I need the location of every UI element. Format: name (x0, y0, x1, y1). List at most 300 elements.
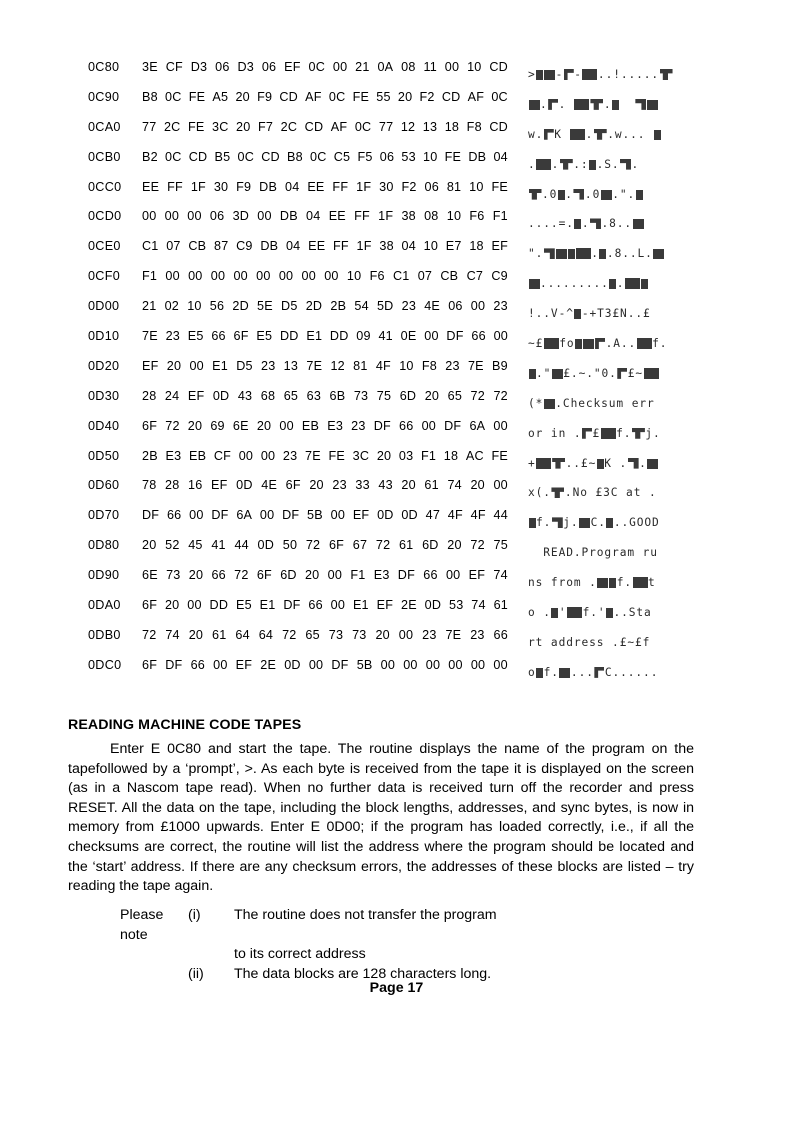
hex-byte: C7 (466, 269, 484, 284)
hex-dump-listing (88, 60, 508, 688)
hex-byte: 20 (142, 538, 157, 553)
hex-byte-group (134, 568, 508, 582)
hex-byte: 06 (215, 60, 230, 74)
hex-byte: D3 (190, 60, 208, 74)
hex-byte: 00 (421, 418, 437, 433)
hex-byte: EF (284, 60, 301, 74)
hex-byte: 75 (493, 538, 508, 553)
hex-byte: EF (352, 508, 370, 523)
scan-artifact-glyph (536, 70, 543, 80)
scan-artifact-glyph (574, 219, 581, 229)
hex-byte: 24 (164, 388, 180, 403)
hex-byte: 18 (443, 448, 459, 463)
scan-artifact-glyph (582, 428, 592, 439)
hex-address: 0CA0 (88, 119, 121, 134)
page-number: Page 17 (369, 980, 424, 996)
hex-byte: 00 (279, 418, 294, 433)
hex-byte: 81 (446, 179, 462, 194)
scan-artifact-glyph (529, 369, 536, 379)
hex-byte: E1 (306, 329, 323, 344)
hex-byte: 65 (447, 388, 463, 403)
scan-artifact-glyph (594, 667, 604, 678)
hex-byte: EF (468, 568, 486, 583)
hex-byte: 06 (448, 299, 463, 314)
hex-byte: 16 (188, 478, 203, 493)
hex-byte: 66 (211, 329, 226, 344)
hex-byte: 66 (493, 627, 508, 642)
hex-byte: 00 (330, 508, 346, 523)
hex-byte: 0C (310, 149, 327, 164)
hex-byte: 00 (327, 568, 343, 583)
ascii-row: ......... . (528, 269, 700, 299)
hex-dump-row (88, 538, 508, 568)
ascii-row: rt address .£~£f (528, 635, 651, 649)
hex-byte: C5 (333, 149, 351, 164)
hex-byte: 23 (401, 299, 417, 314)
hex-byte: F1 (350, 568, 366, 583)
hex-byte-group (134, 389, 508, 403)
scan-artifact-glyph (654, 130, 661, 140)
hex-byte: 72 (470, 538, 485, 553)
scan-artifact-glyph (568, 249, 575, 259)
hex-byte: 0C (165, 149, 182, 164)
hex-byte: 0C (237, 149, 255, 164)
note-continuation: to its correct address (234, 946, 366, 963)
hex-byte: EF (491, 239, 508, 254)
hex-byte: 10 (469, 179, 484, 194)
scan-artifact-glyph (544, 248, 555, 259)
hex-byte: 00 (424, 329, 439, 344)
hex-byte: 6A (236, 508, 253, 523)
hex-byte: F6 (369, 269, 385, 284)
hex-byte: F5 (357, 149, 373, 164)
scan-artifact-glyph (544, 129, 554, 140)
ascii-row: ....=. . .8.. (528, 209, 700, 239)
scan-artifact-glyph (548, 99, 558, 110)
hex-byte: C1 (392, 269, 410, 284)
hex-byte: 66 (190, 657, 205, 672)
hex-byte: 6F (142, 418, 158, 433)
hex-byte: 0D (401, 508, 418, 523)
hex-byte: 0D (236, 478, 253, 493)
hex-byte: 13 (422, 119, 438, 134)
hex-dump-row (88, 449, 508, 479)
hex-byte: FF (167, 179, 183, 194)
hex-address: 0D20 (88, 358, 120, 373)
hex-byte: 00 (165, 269, 180, 284)
hex-byte: 66 (166, 508, 182, 523)
scan-artifact-glyph (556, 249, 567, 259)
ascii-row: !..V-^ -+T3£N..£ (528, 307, 651, 321)
hex-byte-group (134, 598, 508, 612)
ascii-row: o . ' f.' ..Sta (528, 606, 652, 620)
scan-artifact-glyph (551, 487, 564, 498)
hex-byte: 44 (493, 508, 508, 523)
scan-artifact-glyph (552, 458, 565, 469)
hex-byte: 74 (471, 598, 486, 613)
hex-byte: 6F (233, 329, 249, 344)
hex-byte: 0C (491, 89, 508, 104)
hex-byte: CD (441, 89, 461, 104)
scan-artifact-glyph (606, 518, 613, 528)
hex-byte: CD (261, 149, 280, 164)
hex-byte: 00 (257, 209, 272, 224)
hex-byte: 00 (445, 568, 461, 583)
hex-byte: 50 (282, 538, 298, 553)
hex-byte: 56 (209, 299, 225, 314)
hex-byte-group (134, 628, 508, 642)
hex-byte: 13 (283, 358, 299, 373)
hex-byte: FE (328, 448, 345, 463)
hex-byte: 81 (353, 358, 368, 373)
hex-byte: 6D (280, 568, 297, 583)
hex-byte: 68 (260, 388, 276, 403)
scan-artifact-glyph (583, 339, 594, 349)
scan-artifact-glyph (552, 517, 563, 528)
hex-byte: 64 (235, 627, 250, 642)
hex-address: 0D80 (88, 538, 120, 553)
scan-artifact-glyph (559, 668, 570, 678)
scan-artifact-glyph (617, 368, 627, 379)
hex-byte: B2 (142, 149, 158, 164)
hex-byte: 6D (399, 388, 417, 403)
hex-byte: F1 (142, 269, 158, 284)
hex-byte: DF (165, 657, 183, 672)
hex-byte: 20 (376, 448, 392, 463)
hex-byte: 3C (352, 448, 370, 463)
hex-address: 0CC0 (88, 179, 122, 194)
hex-byte: 5D (376, 299, 394, 314)
note-number: (i) (188, 907, 201, 923)
hex-byte: 00 (189, 508, 204, 523)
hex-byte: 2C (280, 119, 298, 134)
hex-byte: DF (373, 418, 391, 433)
scan-artifact-glyph (573, 189, 584, 200)
hex-byte: B8 (142, 89, 158, 104)
hex-byte: 0A (377, 60, 394, 74)
hex-address: 0D10 (88, 329, 120, 344)
hex-byte: 20 (188, 568, 204, 583)
hex-byte: 20 (397, 89, 413, 104)
hex-byte: 72 (165, 418, 180, 433)
hex-byte: 00 (256, 269, 271, 284)
hex-byte-group (134, 419, 508, 433)
hex-byte: 20 (164, 598, 180, 613)
ascii-row: f. j. C. ..GOOD (528, 508, 700, 538)
scan-artifact-glyph (636, 190, 643, 200)
scan-artifact-glyph (529, 100, 540, 110)
hex-byte: AF (330, 119, 348, 134)
hex-byte: DB (260, 239, 279, 254)
hex-byte: 4E (261, 478, 278, 493)
hex-byte: 0D (257, 538, 275, 553)
hex-byte: 61 (493, 598, 508, 613)
hex-byte: 00 (188, 269, 203, 284)
hex-byte: 73 (328, 627, 344, 642)
hex-byte: 06 (379, 149, 395, 164)
hex-byte: AC (465, 448, 484, 463)
hex-byte: FF (333, 239, 349, 254)
hex-byte: 00 (493, 329, 508, 344)
scan-artifact-glyph (564, 69, 574, 80)
scan-artifact-glyph (632, 428, 645, 439)
hex-byte: 20 (309, 478, 324, 493)
hex-byte: 53 (449, 598, 464, 613)
hex-byte: 08 (424, 209, 439, 224)
hex-dump-row (88, 628, 508, 658)
hex-byte: 21 (355, 60, 370, 74)
hex-byte: 54 (354, 299, 369, 314)
hex-byte: EF (235, 657, 253, 672)
hex-byte: 75 (376, 388, 392, 403)
scan-artifact-glyph (599, 249, 606, 259)
hex-dump-row (88, 329, 508, 359)
hex-byte: 2E (400, 598, 417, 613)
hex-byte: 78 (142, 478, 157, 493)
hex-byte: 00 (332, 60, 348, 74)
scan-artifact-glyph (625, 278, 640, 289)
hex-byte: 0D (377, 508, 394, 523)
hex-byte: 66 (308, 598, 323, 613)
scan-artifact-glyph (544, 70, 555, 80)
hex-byte: DD (209, 598, 229, 613)
hex-byte: 10 (187, 299, 202, 314)
hex-byte: 04 (493, 149, 508, 164)
hex-byte: 20 (236, 119, 251, 134)
hex-byte: 00 (493, 657, 508, 672)
note-number: (ii) (188, 965, 204, 982)
hex-byte: E1 (212, 358, 228, 373)
hex-byte: FE (491, 448, 508, 463)
hex-byte: 5E (257, 299, 273, 314)
hex-byte: F1 (421, 448, 437, 463)
scan-artifact-glyph (536, 159, 551, 170)
hex-byte-group (134, 449, 508, 463)
hex-byte-group (134, 150, 508, 164)
scan-artifact-glyph (551, 608, 558, 618)
hex-byte: 5B (356, 657, 373, 672)
hex-byte: 20 (424, 388, 440, 403)
scan-artifact-glyph (589, 160, 596, 170)
hex-byte: E3 (165, 448, 182, 463)
scan-artifact-glyph (575, 339, 582, 349)
hex-byte: 1F (190, 179, 206, 194)
hex-dump-row (88, 120, 508, 150)
hex-byte: CD (489, 60, 508, 74)
hex-byte: 38 (379, 239, 394, 254)
hex-byte: 66 (471, 329, 486, 344)
hex-dump-row (88, 60, 508, 90)
scan-artifact-glyph (558, 190, 565, 200)
hex-byte: EF (376, 598, 394, 613)
hex-byte: DF (331, 657, 349, 672)
ascii-row: x(. .No £3C at . (528, 486, 657, 500)
hex-byte: 00 (470, 299, 486, 314)
hex-byte: 20 (235, 89, 250, 104)
hex-address: 0D60 (88, 478, 120, 493)
note-row (68, 906, 694, 945)
hex-byte: 6A (469, 418, 486, 433)
hex-byte: F9 (236, 179, 252, 194)
hex-byte: DF (444, 418, 462, 433)
hex-byte: CF (165, 60, 183, 74)
please-note-block (68, 906, 694, 984)
hex-byte: 2B (142, 448, 158, 463)
hex-byte: 00 (324, 269, 339, 284)
ascii-row: (* .Checksum err (528, 396, 655, 410)
hex-byte: 00 (164, 209, 180, 224)
hex-byte: 23 (445, 358, 460, 373)
scan-artifact-glyph (570, 129, 585, 140)
ascii-row: or in . £ f. j. (528, 426, 661, 440)
hex-byte: 06 (424, 179, 439, 194)
hex-byte: 66 (211, 568, 226, 583)
hex-byte: 20 (304, 568, 320, 583)
hex-byte: 73 (352, 627, 367, 642)
ascii-row: ns from . f. t (528, 576, 656, 590)
hex-byte-group (134, 329, 508, 343)
hex-byte-group (134, 90, 508, 104)
hex-byte: EF (142, 358, 159, 373)
hex-byte: 20 (166, 358, 182, 373)
scan-artifact-glyph (609, 578, 616, 588)
hex-byte: 23 (493, 299, 508, 314)
hex-byte: 00 (142, 209, 157, 224)
hex-byte: FE (352, 89, 370, 104)
hex-byte: E3 (327, 418, 344, 433)
hex-byte: 04 (285, 239, 301, 254)
hex-byte: 12 (400, 119, 416, 134)
scan-artifact-glyph (601, 190, 612, 200)
scan-artifact-glyph (628, 458, 639, 469)
hex-byte: F1 (492, 209, 508, 224)
hex-byte: 53 (401, 149, 416, 164)
hex-byte: C1 (142, 239, 159, 254)
hex-byte: 30 (379, 179, 394, 194)
ascii-row: ". . .8..L. (528, 239, 700, 269)
hex-byte: E1 (259, 598, 276, 613)
hex-byte: 1F (356, 179, 372, 194)
hex-byte: EE (308, 239, 326, 254)
hex-byte: 00 (380, 657, 396, 672)
hex-byte: C9 (491, 269, 508, 284)
hex-byte: 10 (346, 269, 362, 284)
hex-byte: 87 (213, 239, 229, 254)
hex-byte: 43 (237, 388, 253, 403)
hex-address: 0D40 (88, 418, 120, 433)
hex-address: 0D00 (88, 299, 120, 314)
scan-artifact-glyph (590, 99, 603, 110)
scan-artifact-glyph (647, 100, 658, 110)
hex-byte: 20 (470, 478, 485, 493)
hex-byte: DF (282, 508, 300, 523)
hex-byte: EF (187, 388, 205, 403)
hex-byte: FE (491, 179, 508, 194)
hex-byte: 00 (238, 448, 254, 463)
hex-byte: F8 (421, 358, 437, 373)
hex-byte-group (134, 478, 508, 492)
hex-byte: 7E (467, 358, 484, 373)
hex-byte: DF (142, 508, 160, 523)
hex-byte: F6 (469, 209, 485, 224)
hex-byte: 41 (378, 329, 393, 344)
hex-byte: 63 (306, 388, 322, 403)
hex-byte: 20 (188, 627, 204, 642)
ascii-row: . . . (528, 90, 700, 120)
scan-artifact-glyph (637, 338, 652, 349)
hex-address: 0CB0 (88, 149, 121, 164)
scan-artifact-glyph (633, 219, 644, 229)
hex-byte: EB (188, 448, 207, 463)
hex-byte: DB (279, 209, 298, 224)
hex-byte: 72 (234, 568, 249, 583)
hex-dump-row (88, 508, 508, 538)
body-paragraph: Enter E 0C80 and start the tape. The routine displays the name of the program on the tapefollowed by a ‘prompt’, >. As each byte is received from the tape it is displayed on the screen (as in a Nascom tape read). When no further data is received turn off the recorder and press RESET. All the data on the tape, including the block lengths, addresses, and sync bytes, is now in memory from £1000 upwards. Enter E 0D00; if the program has loaded correctly, i.e., if all the checksums are correct, the routine will list the address where the program should be located and the ‘start’ address. If there are any checksum errors, the addresses of these blocks are listed – try reading the tape again. (68, 741, 694, 895)
hex-byte: CD (188, 149, 208, 164)
hex-byte: 4F (470, 508, 486, 523)
scan-artifact-glyph (594, 129, 607, 140)
hex-byte: DB (259, 179, 278, 194)
scan-artifact-glyph (601, 428, 616, 439)
scan-artifact-glyph (635, 99, 646, 110)
hex-byte: 55 (376, 89, 391, 104)
scan-artifact-glyph (536, 458, 551, 469)
hex-address: 0C80 (88, 60, 120, 74)
hex-byte: 47 (425, 508, 441, 523)
scan-artifact-glyph (529, 279, 540, 289)
hex-byte: EE (328, 209, 346, 224)
hex-byte: 23 (260, 358, 276, 373)
hex-byte: CD (489, 119, 508, 134)
hex-byte-group (134, 209, 508, 223)
hex-byte: 6B (329, 388, 346, 403)
hex-byte: FE (444, 149, 462, 164)
hex-byte: 67 (352, 538, 368, 553)
hex-byte: AF (305, 89, 322, 104)
hex-dump-row (88, 269, 508, 299)
hex-byte: 2D (232, 299, 249, 314)
hex-byte: 4F (447, 508, 463, 523)
hex-byte: 2C (163, 119, 181, 134)
hex-address: 0DA0 (88, 598, 121, 613)
hex-byte: 0D (424, 598, 442, 613)
hex-byte: 6D (422, 538, 439, 553)
hex-byte: 10 (399, 358, 414, 373)
hex-byte: 7E (445, 627, 462, 642)
hex-byte: AF (467, 89, 485, 104)
hex-byte: 74 (165, 627, 180, 642)
hex-byte: 2E (260, 657, 277, 672)
hex-byte: 72 (375, 538, 391, 553)
hex-byte: 30 (213, 179, 229, 194)
hex-byte: 23 (282, 448, 298, 463)
scan-artifact-glyph (576, 248, 591, 259)
hex-dump-row (88, 90, 508, 120)
hex-byte: 00 (444, 60, 460, 74)
hex-byte: 00 (470, 657, 486, 672)
scan-artifact-glyph (612, 100, 619, 110)
ascii-column (528, 60, 700, 688)
hex-byte: 07 (166, 239, 181, 254)
hex-byte: 11 (423, 60, 437, 74)
hex-byte: 7E (305, 448, 321, 463)
hex-byte: 44 (234, 538, 249, 553)
hex-byte: 04 (306, 209, 321, 224)
hex-address: 0CD0 (88, 209, 122, 224)
hex-byte: 2B (330, 299, 347, 314)
ascii-row: ~£ fo .A.. f. (528, 337, 668, 351)
hex-byte: 72 (470, 388, 485, 403)
